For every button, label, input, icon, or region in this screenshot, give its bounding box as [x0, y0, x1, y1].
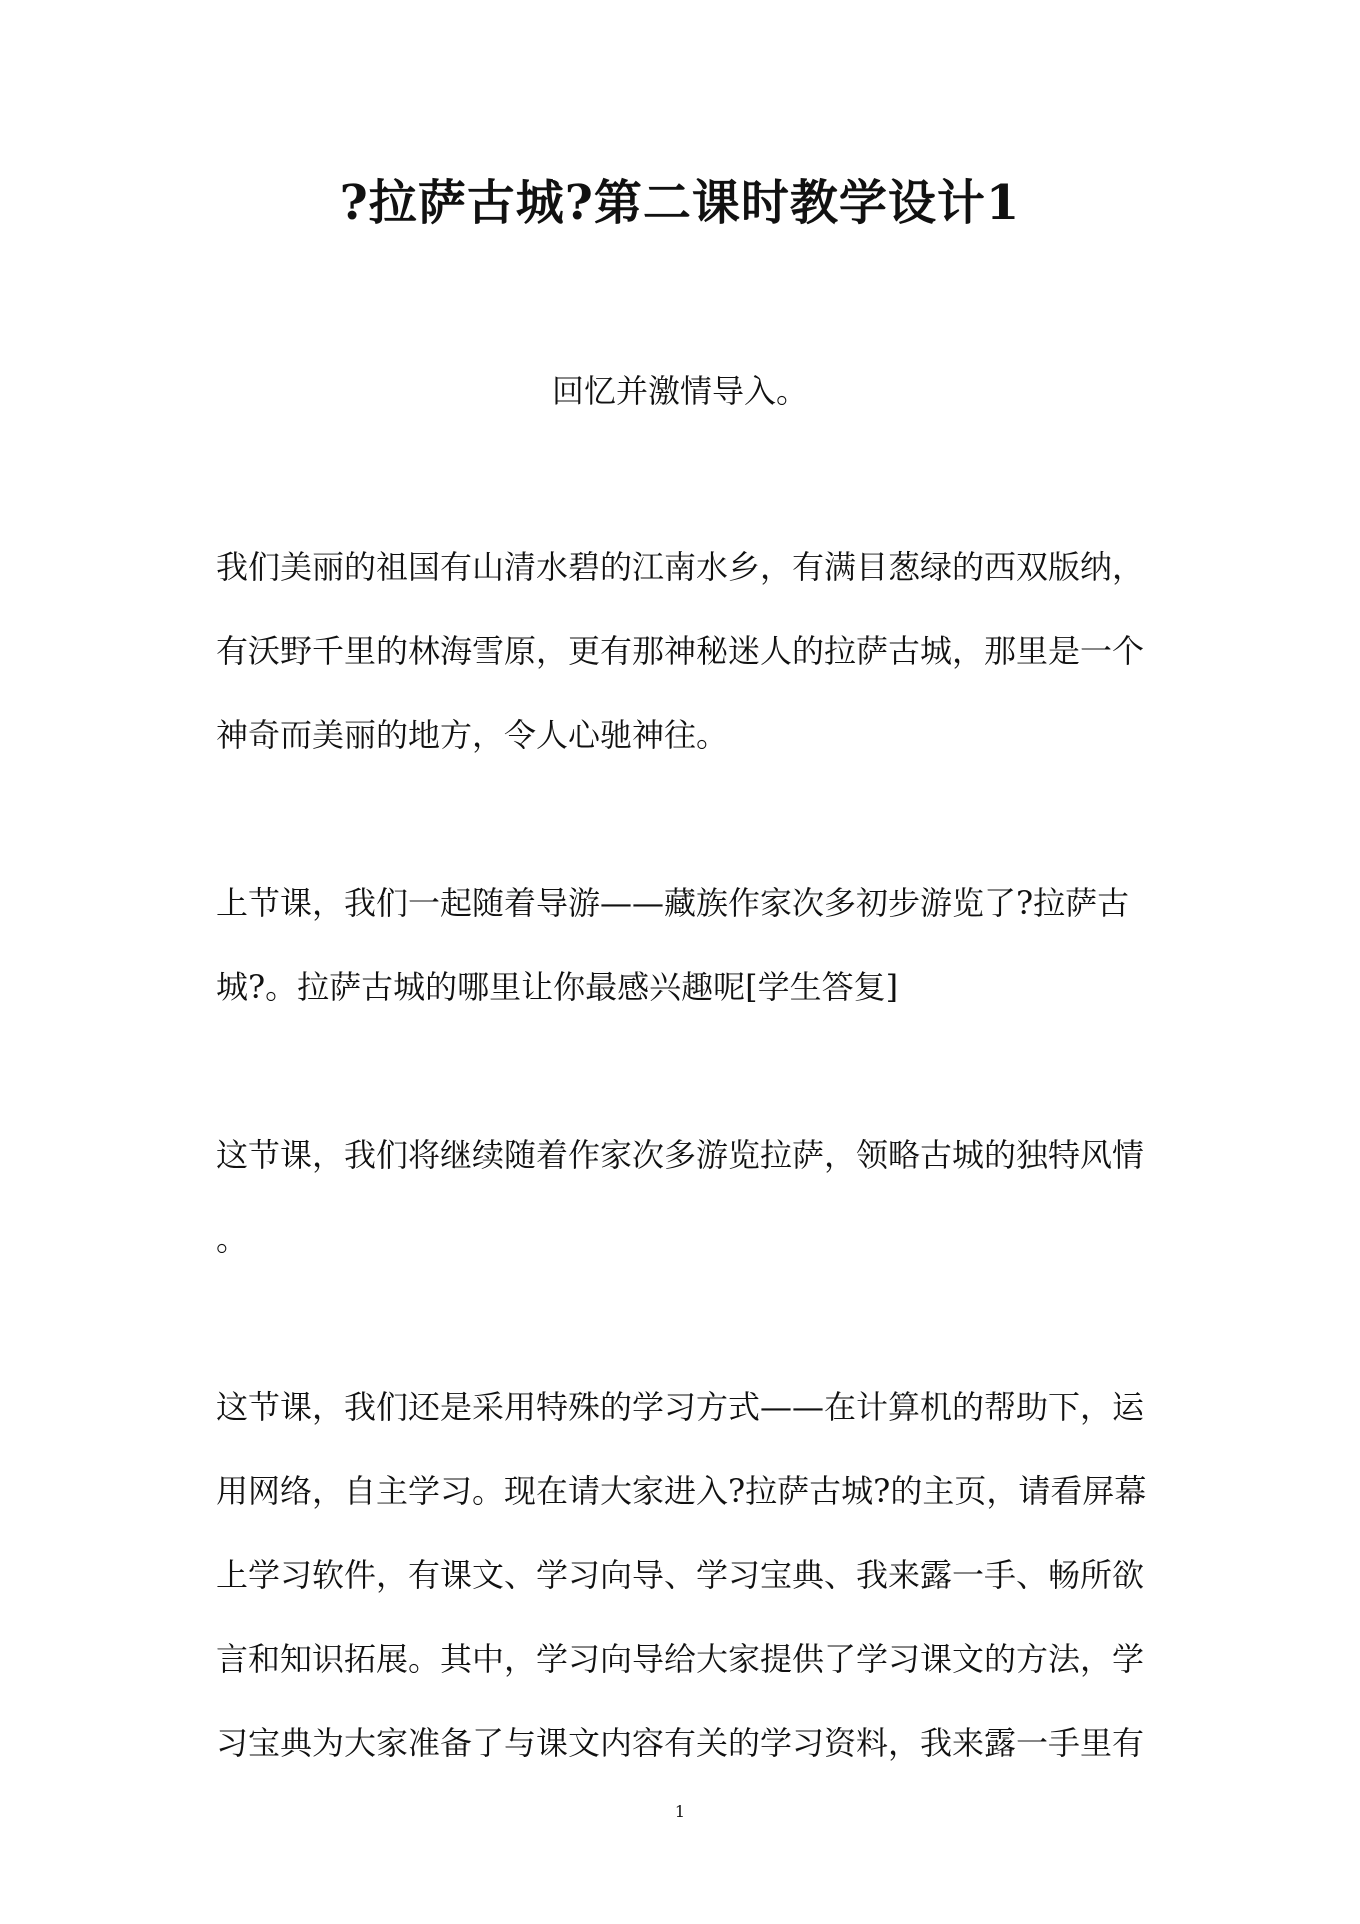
- paragraph-line: 我们美丽的祖国有山清水碧的江南水乡，有满目葱绿的西双版纳，: [216, 548, 1145, 586]
- document-title: ?拉萨古城?第二课时教学设计1: [339, 175, 1021, 231]
- section-heading: 回忆并激情导入。: [551, 372, 808, 410]
- paragraph-line: 这节课，我们将继续随着作家次多游览拉萨，领略古城的独特风情: [216, 1136, 1145, 1174]
- paragraph-line: 这节课，我们还是采用特殊的学习方式——在计算机的帮助下，运: [216, 1388, 1145, 1426]
- paragraph-line: 有沃野千里的林海雪原，更有那神秘迷人的拉萨古城，那里是一个: [216, 632, 1145, 670]
- paragraph-line: 上学习软件，有课文、学习向导、学习宝典、我来露一手、畅所欲: [216, 1556, 1145, 1594]
- paragraph-1: [216, 525, 1156, 777]
- paragraph-4: [216, 1365, 1156, 1785]
- paragraph-3: [216, 1113, 1156, 1281]
- page-number: 1: [674, 1802, 686, 1821]
- paragraph-line: 城?。拉萨古城的哪里让你最感兴趣呢[学生答复]: [216, 968, 899, 1006]
- paragraph-line: 神奇而美丽的地方，令人心驰神往。: [216, 716, 729, 754]
- paragraph-2: [216, 861, 1156, 1029]
- paragraph-line: 用网络，自主学习。现在请大家进入?拉萨古城?的主页，请看屏幕: [216, 1472, 1147, 1510]
- paragraph-line: 上节课，我们一起随着导游——藏族作家次多初步游览了?拉萨古: [216, 884, 1130, 922]
- paragraph-line: 习宝典为大家准备了与课文内容有关的学习资料，我来露一手里有: [216, 1724, 1145, 1762]
- paragraph-line: 。: [216, 1220, 249, 1258]
- paragraph-line: 言和知识拓展。其中，学习向导给大家提供了学习课文的方法，学: [216, 1640, 1145, 1678]
